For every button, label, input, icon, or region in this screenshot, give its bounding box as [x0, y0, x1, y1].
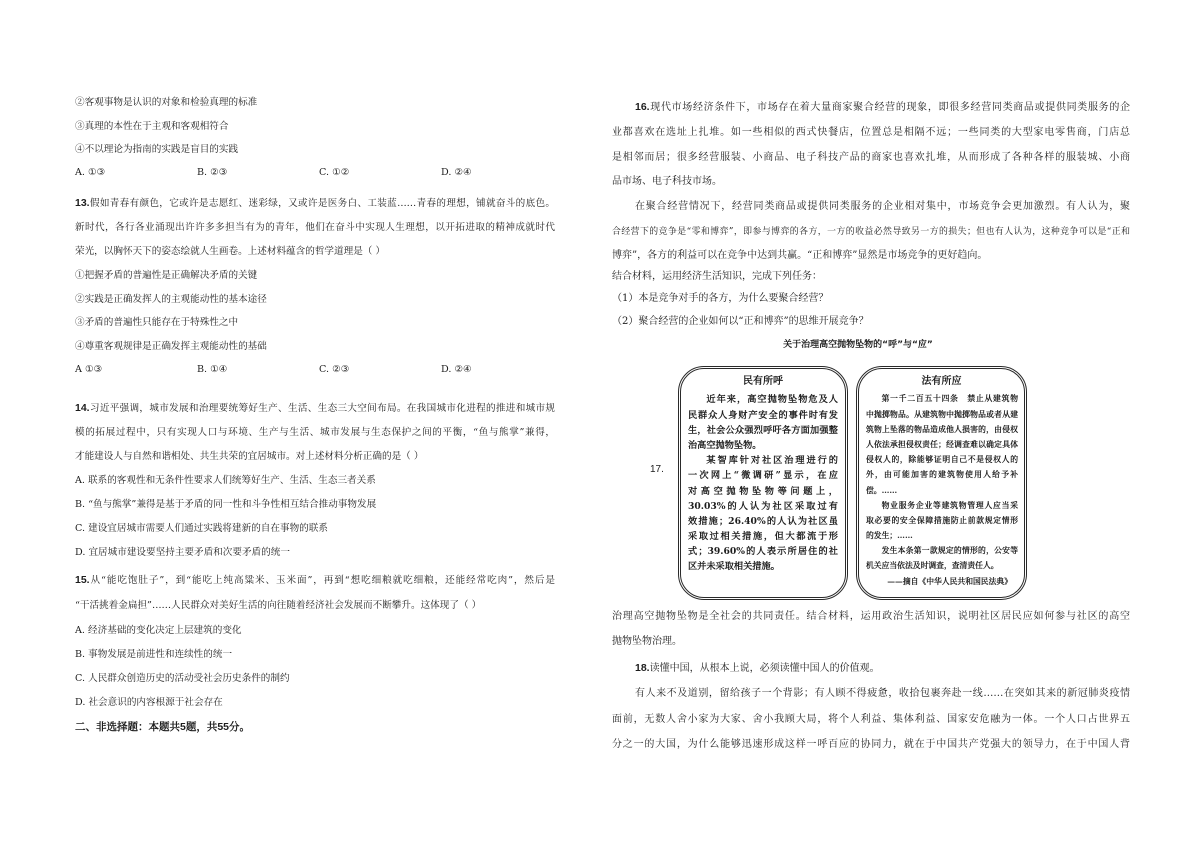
q14-stem-line	[75, 401, 555, 415]
q17-box-right-heading: 法有所应	[921, 376, 962, 387]
box-line: 区并未采取相关措施。	[688, 561, 780, 573]
q18-number: 18.	[635, 662, 650, 674]
q13-stem-line: 荣光，以胸怀天下的姿态绘就人生画卷。上述材料蕴含的哲学道理是（ ）	[75, 246, 386, 257]
q12-choice-c: C. ①②	[319, 167, 350, 178]
q13-statement-2: ②实践是正确发挥人的主观能动性的基本途径	[75, 294, 267, 305]
q15-option-b: B. 事物发展是前进性和连续性的统一	[75, 649, 233, 660]
q18-lead-line	[635, 661, 1130, 675]
section-heading: 二、非选择题：本题共5题，共55分。	[75, 721, 251, 733]
box-line: 某智库针对社区治理进行的	[706, 455, 838, 467]
q12-statement-4: ④不以理论为指南的实践是盲目的实践	[75, 144, 239, 155]
q16-subquestion-2: （2）聚合经营的企业如何以“正和博弈”的思维开展竞争？	[612, 316, 869, 327]
box-line: 筑物上坠落的物品造成他人损害的，由侵权	[866, 424, 1018, 434]
q13-choice-a: A ①③	[75, 364, 103, 375]
q14-number: 14.	[75, 402, 90, 414]
q12-statement-3: ③真理的本性在于主观和客观相符合	[75, 121, 229, 132]
q14-stem-line: 模的拓展过程中，只有实现人口与环境、生产与生活、城市发展与生态保护之间的平衡，“鱼与熊掌”兼得，	[75, 427, 555, 438]
q17-question-line: 治理高空抛物坠物是全社会的共同责任。结合材料，运用政治生活知识，说明社区居民应如何参与社区的高空	[612, 611, 1130, 622]
q13-stem-line: 新时代，各行各业涌现出许许多多担当有为的青年，他们在奋斗中实现人生理想，以开拓进取的精神成就时代	[75, 222, 555, 233]
q14-stem-text: 习近平强调，城市发展和治理要统筹好生产、生活、生态三大空间布局。在我国城市化进程的推进和城市规	[89, 403, 555, 414]
q14-option-d: D. 宜居城市建设要坚持主要矛盾和次要矛盾的统一	[75, 547, 290, 558]
box-line: 一次网上“微调研”显示，在应	[688, 470, 838, 482]
q15-stem-text: 从“能吃饱肚子”，到“能吃上纯高粱米、玉米面”，再到“想吃细粮就吃细粮，还能经常吃肉”，然后是	[89, 575, 555, 586]
box-line: 的发生；……	[866, 531, 913, 541]
q18-text-line: 有人来不及道别，留给孩子一个背影；有人顾不得疲惫，收拾包裹奔赴一线……在突如其来的新冠肺炎疫情	[635, 688, 1130, 699]
box-line: 近年来，高空抛物坠物危及人	[706, 394, 838, 406]
box-attribution: ——摘自《中华人民共和国民法典》	[887, 576, 1012, 586]
q15-stem-line	[75, 573, 555, 587]
q17-figure-title: 关于治理高空抛物坠物的“呼”与“应”	[783, 340, 933, 350]
q16-para1-text: 现代市场经济条件下，市场存在着大量商家聚合经营的现象，即很多经营同类商品或提供同类服务的企	[649, 102, 1130, 113]
box-line: 采取过相关措施，但大都流于形	[688, 531, 838, 543]
q17-question-line: 抛物坠物治理。	[612, 636, 682, 647]
q14-option-b: B. “鱼与熊掌”兼得是基于矛盾的同一性和斗争性相互结合推动事物发展	[75, 499, 377, 510]
q16-para1-line: 品市场、电子科技市场。	[612, 176, 722, 187]
box-line: 对高空抛物坠物等问题上，	[688, 485, 838, 497]
q12-statement-2: ②客观事物是认识的对象和检验真理的标准	[75, 97, 258, 108]
q13-statement-3: ③矛盾的普遍性只能存在于特殊性之中	[75, 317, 239, 328]
q17-number: 17.	[650, 464, 664, 475]
box-line: 民群众人身财产安全的事件时有发	[688, 409, 838, 421]
q13-choice-c: C. ②③	[319, 364, 350, 375]
box-line: 物业服务企业等建筑物管理人应当采	[881, 500, 1018, 510]
q18-text-line: 面前，无数人舍小家为大家、舍小我顾大局，将个人利益、集体利益、国家安危融为一体。一个人口占世界五	[612, 714, 1130, 725]
q16-para1-line: 是相邻而居；很多经营服装、小商品、电子科技产品的商家也喜欢扎堆，从而形成了各种各样的服装城、小商	[612, 152, 1130, 163]
q17-box-left-heading: 民有所呼	[743, 376, 783, 387]
q12-choice-a: A. ①③	[75, 167, 106, 178]
box-line: 发生本条第一款规定的情形的，公安等	[881, 546, 1018, 556]
q17-box-people-call	[678, 366, 848, 600]
q14-option-c: C. 建设宜居城市需要人们通过实践将建新的自在事物的联系	[75, 523, 328, 534]
q13-stem-line	[75, 196, 555, 210]
q15-number: 15.	[75, 574, 90, 586]
q16-para1-line: 业都喜欢在选址上扎堆。如一些相似的西式快餐店，位置总是相隔不远；一些同类的大型家电零售商，门店总	[612, 127, 1130, 138]
q13-choices	[75, 363, 555, 377]
q16-para2-line: 博弈”，各方的利益可以在竞争中达到共赢。“正和博弈”显然是市场竞争的更好趋向。	[612, 250, 988, 261]
q14-stem-line: 才能建设人与自然和谐相处、共生共荣的宜居城市。对上述材料分析正确的是（ ）	[75, 451, 424, 462]
box-line: 第一千二百五十四条 禁止从建筑物	[881, 394, 1018, 404]
q15-option-d: D. 社会意识的内容根源于社会存在	[75, 697, 223, 708]
box-line: 机关应当依法及时调查，查清责任人。	[866, 561, 999, 571]
q16-number: 16.	[635, 101, 650, 113]
box-line: 偿。……	[866, 485, 898, 495]
q12-choices	[75, 166, 555, 180]
box-line: 侵权人的，除能够证明自己不是侵权人的	[866, 455, 1018, 465]
q12-choice-d: D. ②④	[441, 167, 472, 178]
q16-task: 结合材料，运用经济生活知识，完成下列任务：	[612, 271, 822, 282]
q16-para2-line: 合经营下的竞争是“零和博弈”，即参与博弈的各方，一方的收益必然导致另一方的损失；但也有人认为，这种竞争可以是“正和	[612, 227, 1130, 237]
box-line: 效措施；26.40%的人认为社区虽	[688, 515, 838, 527]
box-line: 式；39.60%的人表示所居住的社	[688, 546, 838, 558]
box-line: 外，由可能加害的建筑物使用人给予补	[866, 470, 1018, 480]
q15-option-a: A. 经济基础的变化决定上层建筑的变化	[75, 625, 242, 636]
q13-choice-b: B. ①④	[197, 364, 228, 375]
q15-stem-line: “干活挑着金扁担”……人民群众对美好生活的向往随着经济社会发展而不断攀升。这体现了（ ）	[75, 600, 482, 611]
box-line: 治高空抛物坠物。	[688, 439, 762, 451]
box-line: 生，社会公众强烈呼吁各方面加强整	[688, 424, 838, 436]
q12-choice-b: B. ②③	[197, 167, 228, 178]
q17-box-right-text	[866, 391, 1018, 588]
q16-subquestion-1: （1）本是竞争对手的各方，为什么要聚合经营？	[612, 293, 829, 304]
q14-option-a: A. 联系的客观性和无条件性要求人们统筹好生产、生活、生态三者关系	[75, 475, 376, 486]
q18-lead-text: 读懂中国，从根本上说，必须读懂中国人的价值观。	[649, 663, 880, 674]
box-line: 中抛掷物品。从建筑物中抛掷物品或者从建	[866, 409, 1018, 419]
q17-box-left-text	[688, 392, 838, 574]
q13-stem-text: 假如青春有颜色，它或许是志愿红、迷彩绿，又或许是医务白、工装蓝……青春的理想，铺就奋斗的底色。	[89, 198, 555, 209]
box-line: 人依法承担侵权责任；经调查难以确定具体	[866, 439, 1018, 449]
box-line: 取必要的安全保障措施防止前款规定情形	[866, 515, 1018, 525]
q17-box-law-response	[856, 366, 1027, 600]
q18-text-line: 分之一的大国，为什么能够迅速形成这样一呼百应的协同力，就在于中国共产党强大的领导力，在于中国人背	[612, 739, 1130, 750]
q15-option-c: C. 人民群众创造历史的活动受社会历史条件的制约	[75, 673, 290, 684]
q13-number: 13.	[75, 197, 90, 209]
q13-choice-d: D. ②④	[441, 364, 472, 375]
box-line: 30.03%的人认为社区采取过有	[688, 500, 838, 512]
q16-para2-line: 在聚合经营情况下，经营同类商品或提供同类服务的企业相对集中，市场竞争会更加激烈。有人认为，聚	[635, 201, 1130, 212]
q16-para1-line	[635, 100, 1130, 114]
q13-statement-4: ④尊重客观规律是正确发挥主观能动性的基础	[75, 341, 267, 352]
q13-statement-1: ①把握矛盾的普遍性是正确解决矛盾的关键	[75, 270, 258, 281]
